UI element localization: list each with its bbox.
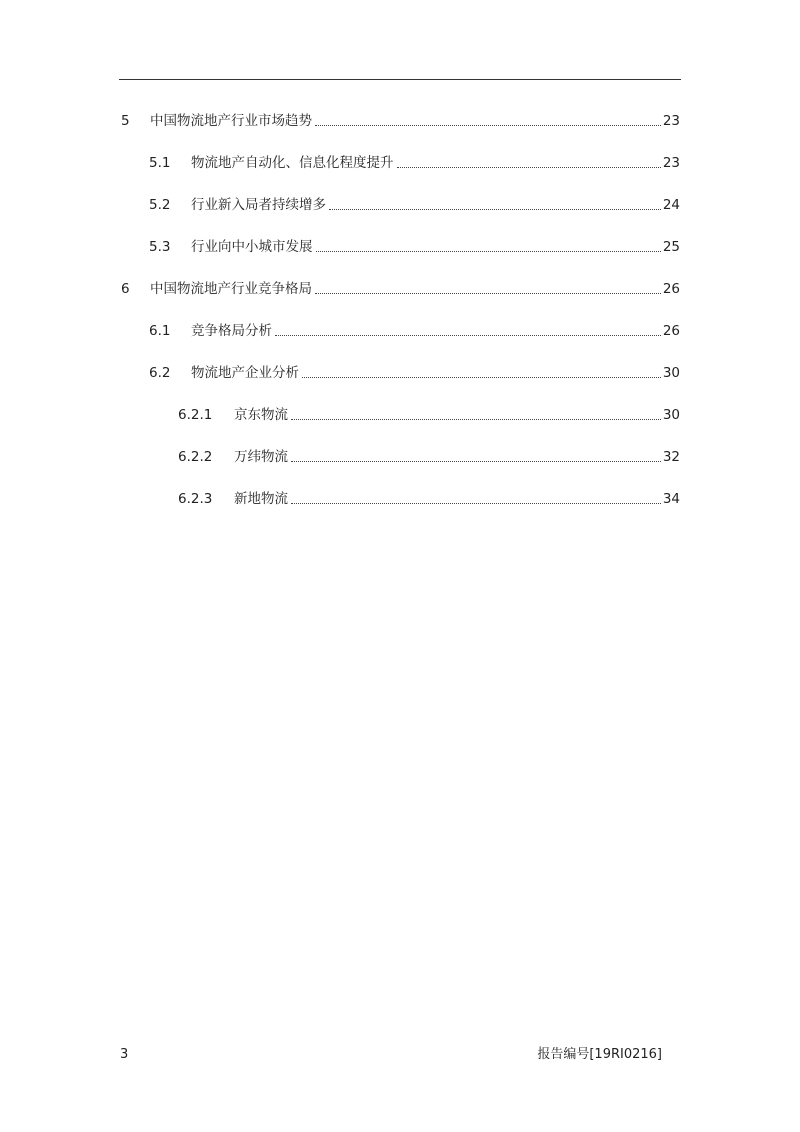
toc-entry-5-1[interactable] xyxy=(149,150,680,172)
toc-entry-title: 物流地产企业分析 xyxy=(191,365,299,381)
toc-dot-leader xyxy=(397,167,661,168)
toc-entry-title: 物流地产自动化、信息化程度提升 xyxy=(191,155,394,171)
toc-entry-number: 6.1 xyxy=(149,323,171,339)
toc-entry-title: 中国物流地产行业竞争格局 xyxy=(150,281,312,297)
footer-report-id: 报告编号[19RI0216] xyxy=(537,1047,662,1062)
header-rule xyxy=(119,79,681,80)
toc-entry-number: 6 xyxy=(121,281,130,297)
toc-entry-page: 30 xyxy=(662,407,680,423)
toc-entry-number: 6.2.3 xyxy=(178,491,213,507)
toc-entry-page: 32 xyxy=(662,449,680,465)
toc-dot-leader xyxy=(329,209,661,210)
toc-entry-page: 26 xyxy=(662,323,680,339)
toc-entry-5-2[interactable] xyxy=(149,192,680,214)
toc-entry-page: 23 xyxy=(662,155,680,171)
toc-dot-leader xyxy=(291,503,661,504)
footer-page-number: 3 xyxy=(120,1047,129,1062)
toc-entry-title: 行业新入局者持续增多 xyxy=(191,197,326,213)
toc-entry-5[interactable] xyxy=(121,108,680,130)
toc-entry-title: 行业向中小城市发展 xyxy=(191,239,313,255)
toc-dot-leader xyxy=(291,461,661,462)
toc-dot-leader xyxy=(315,125,661,126)
toc-entry-title: 竞争格局分析 xyxy=(191,323,272,339)
toc-entry-6-1[interactable] xyxy=(149,318,680,340)
toc-entry-6-2-3[interactable] xyxy=(178,486,680,508)
toc-entry-number: 6.2.2 xyxy=(178,449,213,465)
toc-entry-page: 23 xyxy=(662,113,680,129)
toc-entry-6-2-2[interactable] xyxy=(178,444,680,466)
toc-entry-page: 34 xyxy=(662,491,680,507)
toc-entry-page: 24 xyxy=(662,197,680,213)
toc-entry-5-3[interactable] xyxy=(149,234,680,256)
toc-entry-title: 万纬物流 xyxy=(234,449,288,465)
toc-dot-leader xyxy=(315,293,661,294)
toc-entry-title: 新地物流 xyxy=(234,491,288,507)
toc-entry-number: 5 xyxy=(121,113,130,129)
toc-entry-number: 6.2.1 xyxy=(178,407,213,423)
toc-entry-6-2-1[interactable] xyxy=(178,402,680,424)
toc-dot-leader xyxy=(275,335,661,336)
toc-entry-6-2[interactable] xyxy=(149,360,680,382)
toc-entry-page: 30 xyxy=(662,365,680,381)
toc-dot-leader xyxy=(291,419,661,420)
toc-entry-page: 25 xyxy=(662,239,680,255)
toc-entry-number: 5.3 xyxy=(149,239,171,255)
toc-entry-page: 26 xyxy=(662,281,680,297)
toc-entry-number: 6.2 xyxy=(149,365,171,381)
toc-entry-title: 京东物流 xyxy=(234,407,288,423)
toc-entry-title: 中国物流地产行业市场趋势 xyxy=(150,113,312,129)
toc-dot-leader xyxy=(302,377,661,378)
toc-entry-6[interactable] xyxy=(121,276,680,298)
toc-dot-leader xyxy=(316,251,661,252)
toc-entry-number: 5.2 xyxy=(149,197,171,213)
toc-entry-number: 5.1 xyxy=(149,155,171,171)
